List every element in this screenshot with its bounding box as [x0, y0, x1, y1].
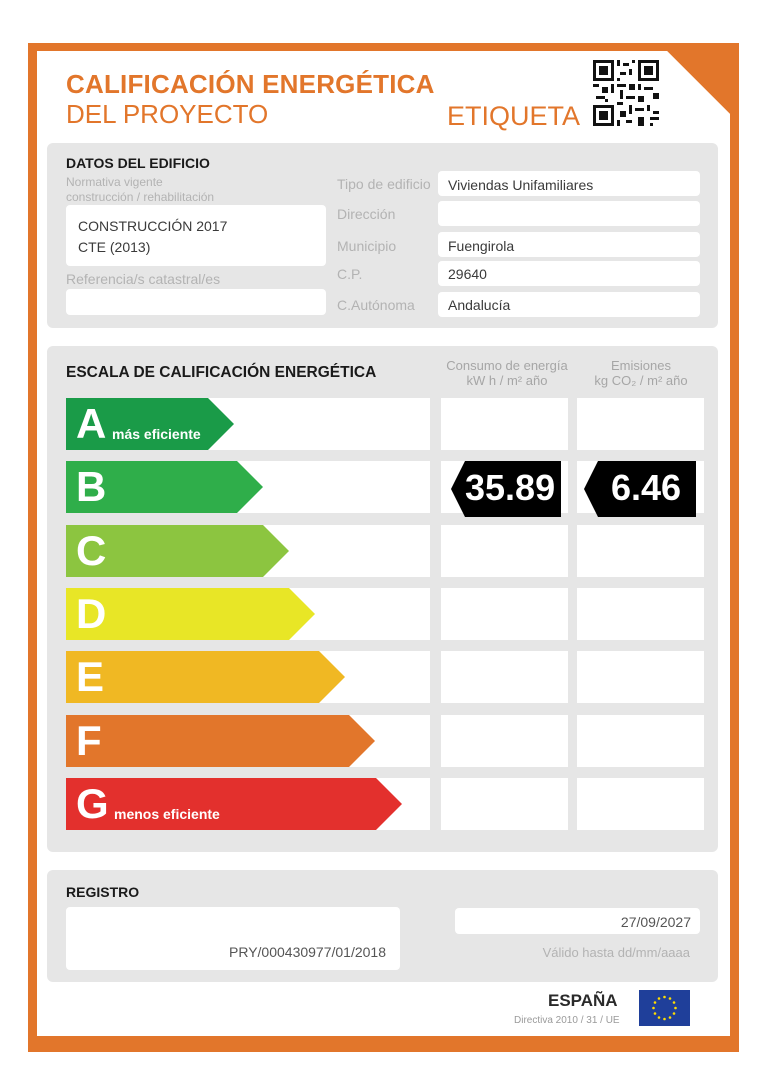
building-section-title: DATOS DEL EDIFICIO: [66, 155, 210, 171]
municipio-label: Municipio: [337, 238, 397, 254]
autonoma-label: C.Autónoma: [337, 297, 415, 313]
valid-date-label: Válido hasta dd/mm/aaaa: [542, 945, 690, 960]
class-letter: G: [76, 780, 109, 827]
country-label: ESPAÑA: [548, 991, 618, 1010]
consumo-cell: [441, 715, 568, 767]
normativa-field: [66, 205, 326, 266]
class-arrow-g: [66, 778, 402, 830]
class-letter: C: [76, 527, 107, 574]
normativa-value-line1: CONSTRUCCIÓN 2017: [78, 218, 228, 234]
emisiones-value: 6.46: [610, 467, 682, 508]
consumo-cell: [441, 651, 568, 703]
eu-flag-icon: [639, 990, 690, 1026]
valid-date: 27/09/2027: [620, 914, 691, 930]
municipio-value: Fuengirola: [448, 238, 515, 254]
emisiones-cell: [577, 778, 704, 830]
qr-code-icon: [593, 60, 659, 126]
emisiones-header-line2: kg CO₂ / m² año: [594, 373, 688, 388]
direccion-label: Dirección: [337, 206, 396, 222]
registro-number-field: [66, 907, 400, 970]
class-sublabel: menos eficiente: [114, 806, 220, 822]
tipo-value: Viviendas Unifamiliares: [448, 177, 594, 193]
cp-value: 29640: [448, 266, 487, 282]
emisiones-rating-badge: [584, 461, 696, 517]
class-letter: D: [76, 590, 107, 637]
consumo-header-line2: kW h / m² año: [466, 373, 548, 388]
direccion-field: [438, 201, 700, 226]
normativa-value-line2: CTE (2013): [78, 239, 151, 255]
title-line1: CALIFICACIÓN ENERGÉTICA: [66, 69, 435, 99]
consumo-value: 35.89: [465, 467, 556, 508]
normativa-label-line1: Normativa vigente: [66, 175, 163, 189]
class-arrow-e: [66, 651, 345, 703]
referencia-label: Referencia/s catastral/es: [66, 271, 221, 287]
class-sublabel: más eficiente: [112, 426, 201, 442]
class-letter: B: [76, 463, 107, 510]
autonoma-value: Andalucía: [448, 297, 511, 313]
emisiones-cell: [577, 525, 704, 577]
referencia-field: [66, 289, 326, 315]
consumo-cell: [441, 778, 568, 830]
corner-fold: [658, 43, 739, 123]
consumo-cell: [441, 398, 568, 450]
etiqueta-label: ETIQUETA: [447, 101, 581, 131]
class-arrow-b: [66, 461, 263, 513]
emisiones-header-line1: Emisiones: [611, 358, 671, 373]
title-line2: DEL PROYECTO: [66, 99, 269, 129]
normativa-label-line2: construcción / rehabilitación: [66, 190, 215, 204]
scale-section-title: ESCALA DE CALIFICACIÓN ENERGÉTICA: [66, 364, 377, 381]
tipo-label: Tipo de edificio: [337, 176, 431, 192]
emisiones-cell: [577, 398, 704, 450]
consumo-header-line1: Consumo de energía: [446, 358, 568, 373]
emisiones-cell: [577, 588, 704, 640]
class-letter: E: [76, 653, 105, 700]
class-arrow-a: [66, 398, 234, 450]
directive-label: Directiva 2010 / 31 / UE: [514, 1015, 620, 1026]
class-letter: F: [76, 717, 102, 764]
consumo-cell: [441, 525, 568, 577]
consumo-cell: [441, 588, 568, 640]
registro-number: PRY/000430977/01/2018: [229, 944, 386, 960]
class-letter: A: [76, 400, 107, 447]
class-arrow-f: [66, 715, 375, 767]
consumo-rating-badge: [451, 461, 561, 517]
emisiones-cell: [577, 651, 704, 703]
cp-label: C.P.: [337, 266, 363, 282]
class-arrow-d: [66, 588, 315, 640]
class-arrow-c: [66, 525, 289, 577]
emisiones-cell: [577, 715, 704, 767]
registro-section-title: REGISTRO: [66, 884, 140, 900]
